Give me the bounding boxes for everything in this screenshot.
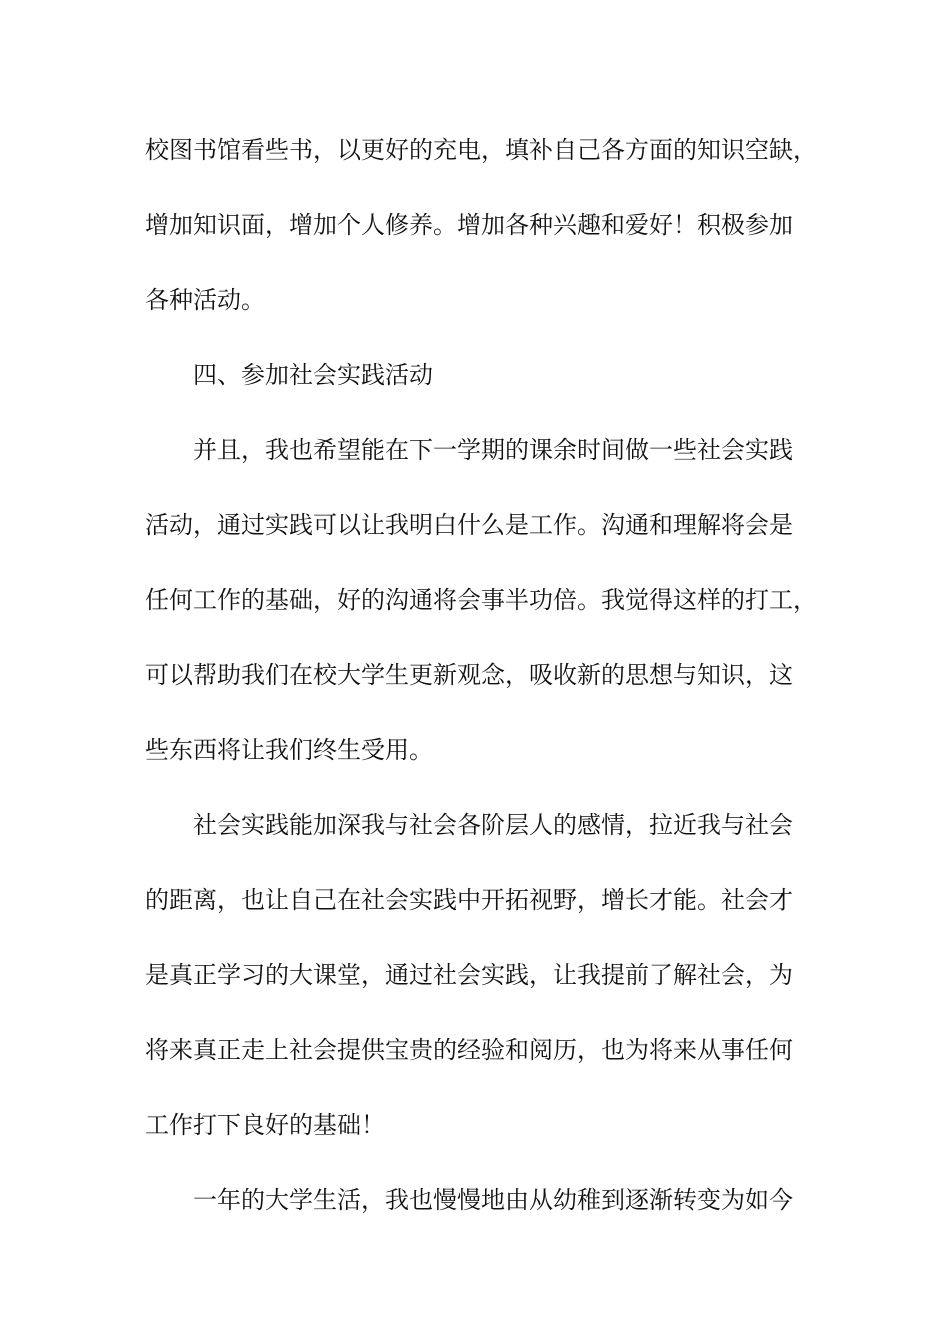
text-line: 并且，我也希望能在下一学期的课余时间做一些社会实践 — [193, 436, 793, 464]
text-line: 的距离，也让自己在社会实践中开拓视野，增长才能。社会才 — [145, 886, 793, 914]
section-heading: 四、参加社会实践活动 — [193, 361, 433, 389]
text-line: 是真正学习的大课堂，通过社会实践，让我提前了解社会，为 — [145, 961, 793, 989]
text-line: 增加知识面，增加个人修养。增加各种兴趣和爱好！积极参加 — [145, 211, 793, 239]
text-line: 将来真正走上社会提供宝贵的经验和阅历，也为将来从事任何 — [145, 1036, 793, 1064]
text-line: 任何工作的基础，好的沟通将会事半功倍。我觉得这样的打工， — [145, 586, 817, 614]
text-line: 社会实践能加深我与社会各阶层人的感情，拉近我与社会 — [193, 811, 793, 839]
text-line: 活动，通过实践可以让我明白什么是工作。沟通和理解将会是 — [145, 511, 793, 539]
text-line: 一年的大学生活，我也慢慢地由从幼稚到逐渐转变为如今 — [193, 1186, 793, 1214]
text-line: 各种活动。 — [145, 286, 265, 314]
text-line: 校图书馆看些书，以更好的充电，填补自己各方面的知识空缺， — [145, 136, 817, 164]
text-line: 可以帮助我们在校大学生更新观念，吸收新的思想与知识，这 — [145, 661, 793, 689]
text-line: 些东西将让我们终生受用。 — [145, 736, 433, 764]
text-line: 工作打下良好的基础！ — [145, 1111, 385, 1139]
